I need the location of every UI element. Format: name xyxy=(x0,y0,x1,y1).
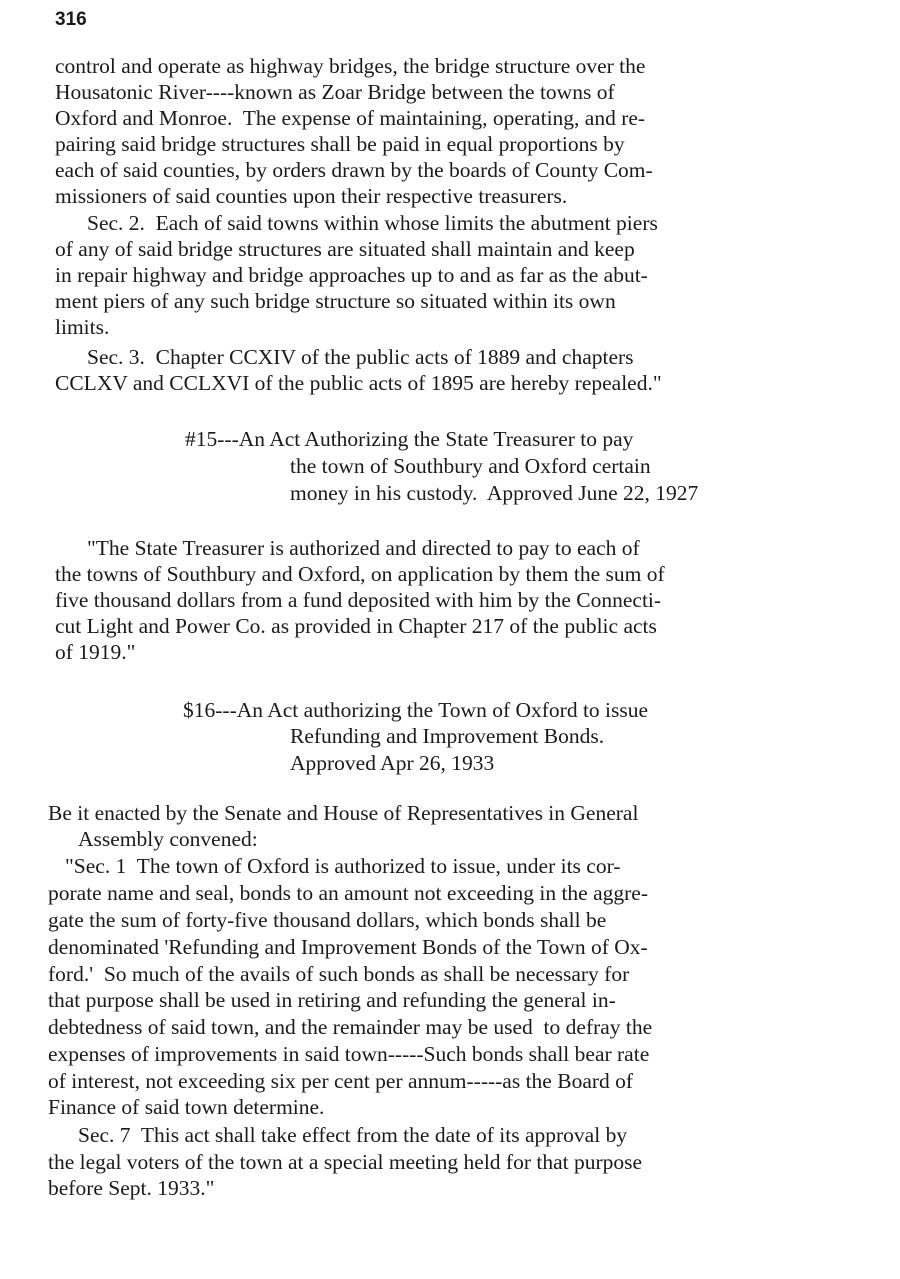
text-line: of 1919." xyxy=(55,640,136,664)
text-line: Sec. 7 This act shall take effect from the date of its approval by xyxy=(78,1123,628,1147)
text-line: of any of said bridge structures are situated shall maintain and keep xyxy=(55,237,635,261)
text-line: Assembly convened: xyxy=(78,827,258,851)
text-line: before Sept. 1933." xyxy=(48,1176,215,1200)
text-line: Sec. 3. Chapter CCXIV of the public acts of 1889 and chapters xyxy=(87,345,634,369)
act-heading-line: #15---An Act Authorizing the State Treasurer to pay xyxy=(185,427,634,451)
text-line: Oxford and Monroe. The expense of maintaining, operating, and re- xyxy=(55,106,646,130)
text-line: denominated 'Refunding and Improvement Bonds of the Town of Ox- xyxy=(48,935,648,959)
text-line: gate the sum of forty-five thousand dollars, which bonds shall be xyxy=(48,908,607,932)
text-line: debtedness of said town, and the remainder may be used to defray the xyxy=(48,1015,653,1039)
text-line: Sec. 2. Each of said towns within whose limits the abutment piers xyxy=(87,211,658,235)
text-line: missioners of said counties upon their respective treasurers. xyxy=(55,184,568,208)
text-line: limits. xyxy=(55,315,110,339)
text-line: the legal voters of the town at a special meeting held for that purpose xyxy=(48,1150,643,1174)
text-line: control and operate as highway bridges, the bridge structure over the xyxy=(55,54,646,78)
page-number: 316 xyxy=(55,9,87,30)
text-line: "The State Treasurer is authorized and directed to pay to each of xyxy=(87,536,640,560)
text-line: ford.' So much of the avails of such bonds as shall be necessary for xyxy=(48,962,630,986)
text-line: five thousand dollars from a fund deposited with him by the Connecti- xyxy=(55,588,662,612)
text-line: expenses of improvements in said town-----Such bonds shall bear rate xyxy=(48,1042,650,1066)
text-line: that purpose shall be used in retiring and refunding the general in- xyxy=(48,988,616,1012)
act-heading-line: the town of Southbury and Oxford certain xyxy=(290,454,651,478)
act-heading-line: money in his custody. Approved June 22, 1927 xyxy=(290,481,699,505)
text-line: Housatonic River----known as Zoar Bridge between the towns of xyxy=(55,80,615,104)
text-line: Finance of said town determine. xyxy=(48,1095,325,1119)
text-line: CCLXV and CCLXVI of the public acts of 1895 are hereby repealed." xyxy=(55,371,662,395)
text-line: "Sec. 1 The town of Oxford is authorized to issue, under its cor- xyxy=(65,854,621,878)
act-heading-line: Approved Apr 26, 1933 xyxy=(290,751,495,775)
act-heading-line: $16---An Act authorizing the Town of Oxford to issue xyxy=(183,698,649,722)
text-line: cut Light and Power Co. as provided in Chapter 217 of the public acts xyxy=(55,614,657,638)
text-line: Be it enacted by the Senate and House of Representatives in General xyxy=(48,801,639,825)
text-line: the towns of Southbury and Oxford, on application by them the sum of xyxy=(55,562,665,586)
text-line: porate name and seal, bonds to an amount not exceeding in the aggre- xyxy=(48,881,649,905)
text-line: of interest, not exceeding six per cent per annum-----as the Board of xyxy=(48,1069,634,1093)
text-line: in repair highway and bridge approaches up to and as far as the abut- xyxy=(55,263,648,287)
text-line: pairing said bridge structures shall be paid in equal proportions by xyxy=(55,132,625,156)
act-heading-line: Refunding and Improvement Bonds. xyxy=(290,724,605,748)
text-line: each of said counties, by orders drawn by the boards of County Com- xyxy=(55,158,653,182)
text-line: ment piers of any such bridge structure so situated within its own xyxy=(55,289,616,313)
